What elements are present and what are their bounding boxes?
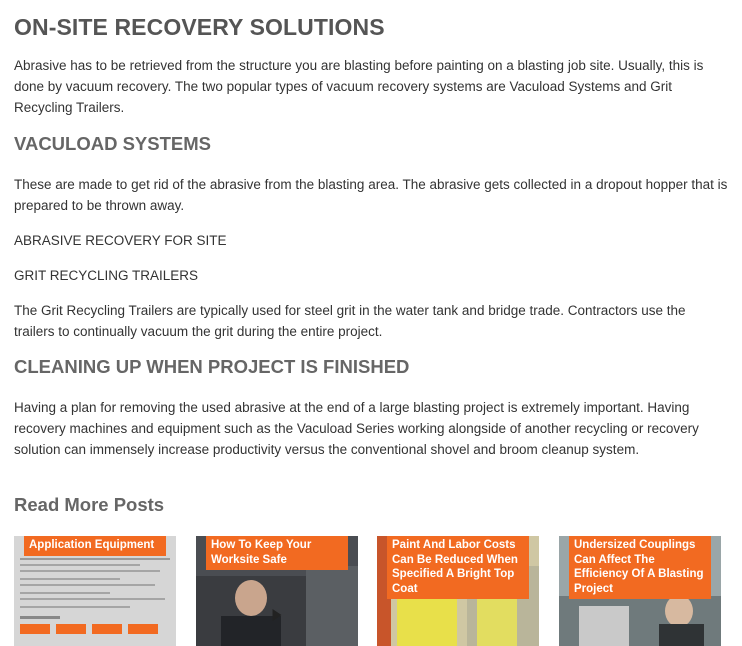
abrasive-recovery-label: ABRASIVE RECOVERY FOR SITE bbox=[14, 233, 227, 248]
play-icon[interactable] bbox=[273, 609, 282, 621]
post-title[interactable]: How To Keep Your Worksite Safe bbox=[206, 536, 348, 570]
cleaning-paragraph: Having a plan for removing the used abrasive at the end of a large blasting project is extremely important. Having recovery machines and equipment such as the Vacuload Series working alongside of another recycling or recovery solution can immensely increase productivity versus the conventional shovel and broom cleanup system. bbox=[14, 400, 699, 457]
section-heading-vacuload: VACULOAD SYSTEMS bbox=[14, 133, 212, 154]
vacuload-paragraph: These are made to get rid of the abrasive from the blasting area. The abrasive gets collected in a dropout hopper that is prepared to be thrown away. bbox=[14, 177, 728, 213]
read-more-heading: Read More Posts bbox=[14, 494, 165, 515]
post-title[interactable]: Undersized Couplings Can Affect The Efficiency Of A Blasting Project bbox=[569, 536, 711, 599]
post-card-worksite-safe[interactable] bbox=[196, 536, 358, 646]
post-title[interactable]: Paint And Labor Costs Can Be Reduced When Specified A Bright Top Coat bbox=[387, 536, 529, 599]
page-title: ON-SITE RECOVERY SOLUTIONS bbox=[14, 14, 385, 40]
post-card-paint-labor-costs[interactable] bbox=[377, 536, 539, 646]
post-card-undersized-couplings[interactable] bbox=[559, 536, 721, 646]
read-more-posts bbox=[14, 530, 728, 640]
post-card-application-equipment[interactable] bbox=[14, 536, 176, 646]
section-heading-cleaning: CLEANING UP WHEN PROJECT IS FINISHED bbox=[14, 356, 410, 377]
intro-paragraph: Abrasive has to be retrieved from the structure you are blasting before painting on a blasting job site. Usually, this is done by vacuum recovery. The two popular types of vacuum recovery systems are Vacuload Systems and Grit Recycling Trailers. bbox=[14, 58, 704, 115]
grit-recycling-paragraph: The Grit Recycling Trailers are typically used for steel grit in the water tank and bridge trade. Contractors use the trailers to continually vacuum the grit during the entire project. bbox=[14, 303, 686, 339]
post-title[interactable]: Application Equipment bbox=[24, 536, 166, 556]
grit-recycling-label: GRIT RECYCLING TRAILERS bbox=[14, 268, 199, 283]
